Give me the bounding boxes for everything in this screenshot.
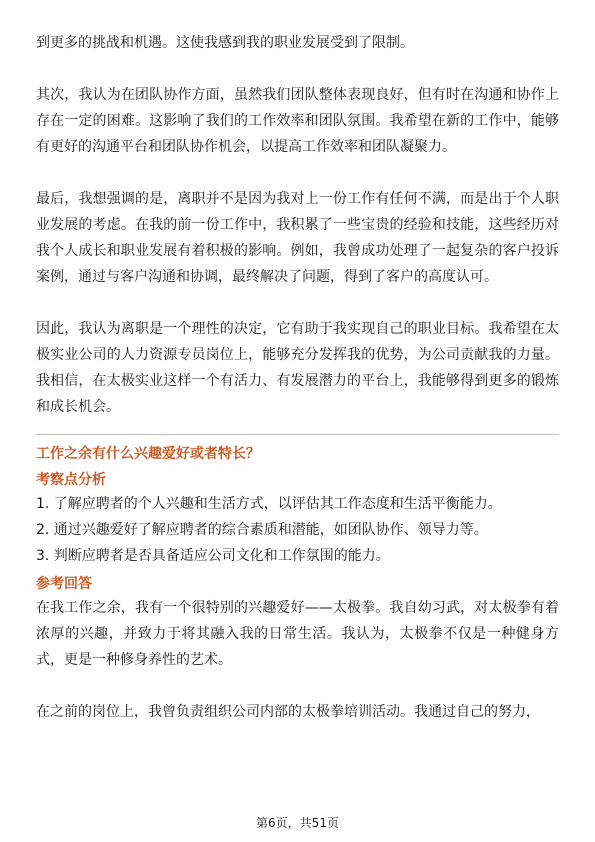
section-divider: [36, 434, 559, 435]
body-paragraph-3: 最后，我想强调的是，离职并不是因为我对上一份工作有任何不满，而是出于个人职业发展的考虑。在我的前一份工作中，我积累了一些宝贵的经验和技能，这些经历对我个人成长和职业发展有着积极的影响。例如，我曾成功处理了一起复杂的客户投诉案例，通过与客户沟通和协调，最终解决了问题，得到了客户的高度认可。: [36, 191, 559, 285]
interview-question: 工作之余有什么兴趣爱好或者特长？: [36, 446, 260, 462]
list-item: 3. 判断应聘者是否具备适应公司文化和工作氛围的能力。: [36, 548, 390, 564]
analysis-list: [36, 491, 559, 569]
body-paragraph-2: 其次，我认为在团队协作方面，虽然我们团队整体表现良好，但有时在沟通和协作上存在一定的困难。这影响了我们的工作效率和团队氛围。我希望在新的工作中，能够有更好的沟通平台和团队协作机会，以提高工作效率和团队凝聚力。: [36, 87, 559, 155]
list-item: 1. 了解应聘者的个人兴趣和生活方式，以评估其工作态度和生活平衡能力。: [36, 496, 502, 512]
analysis-heading: 考察点分析: [36, 472, 106, 488]
body-paragraph-1: 到更多的挑战和机遇。这使我感到我的职业发展受到了限制。: [36, 35, 414, 51]
body-paragraph-4: 因此，我认为离职是一个理性的决定，它有助于我实现自己的职业目标。我希望在太极实业公司的人力资源专员岗位上，能够充分发挥我的优势，为公司贡献我的力量。我相信，在太极实业这样一个有活力、有发展潜力的平台上，我能够得到更多的锻炼和成长机会。: [36, 321, 559, 415]
answer-paragraph-2: 在之前的岗位上，我曾负责组织公司内部的太极拳培训活动。我通过自己的努力，: [36, 704, 540, 720]
answer-paragraph-1: 在我工作之余，我有一个很特别的兴趣爱好——太极拳。我自幼习武，对太极拳有着浓厚的兴趣，并致力于将其融入我的日常生活。我认为，太极拳不仅是一种健身方式，更是一种修身养性的艺术。: [36, 600, 559, 668]
page-number: 第6页，共51页: [256, 816, 339, 830]
answer-heading: 参考回答: [36, 576, 92, 592]
list-item: 2. 通过兴趣爱好了解应聘者的综合素质和潜能，如团队协作、领导力等。: [36, 522, 488, 538]
page-content: [36, 30, 559, 725]
